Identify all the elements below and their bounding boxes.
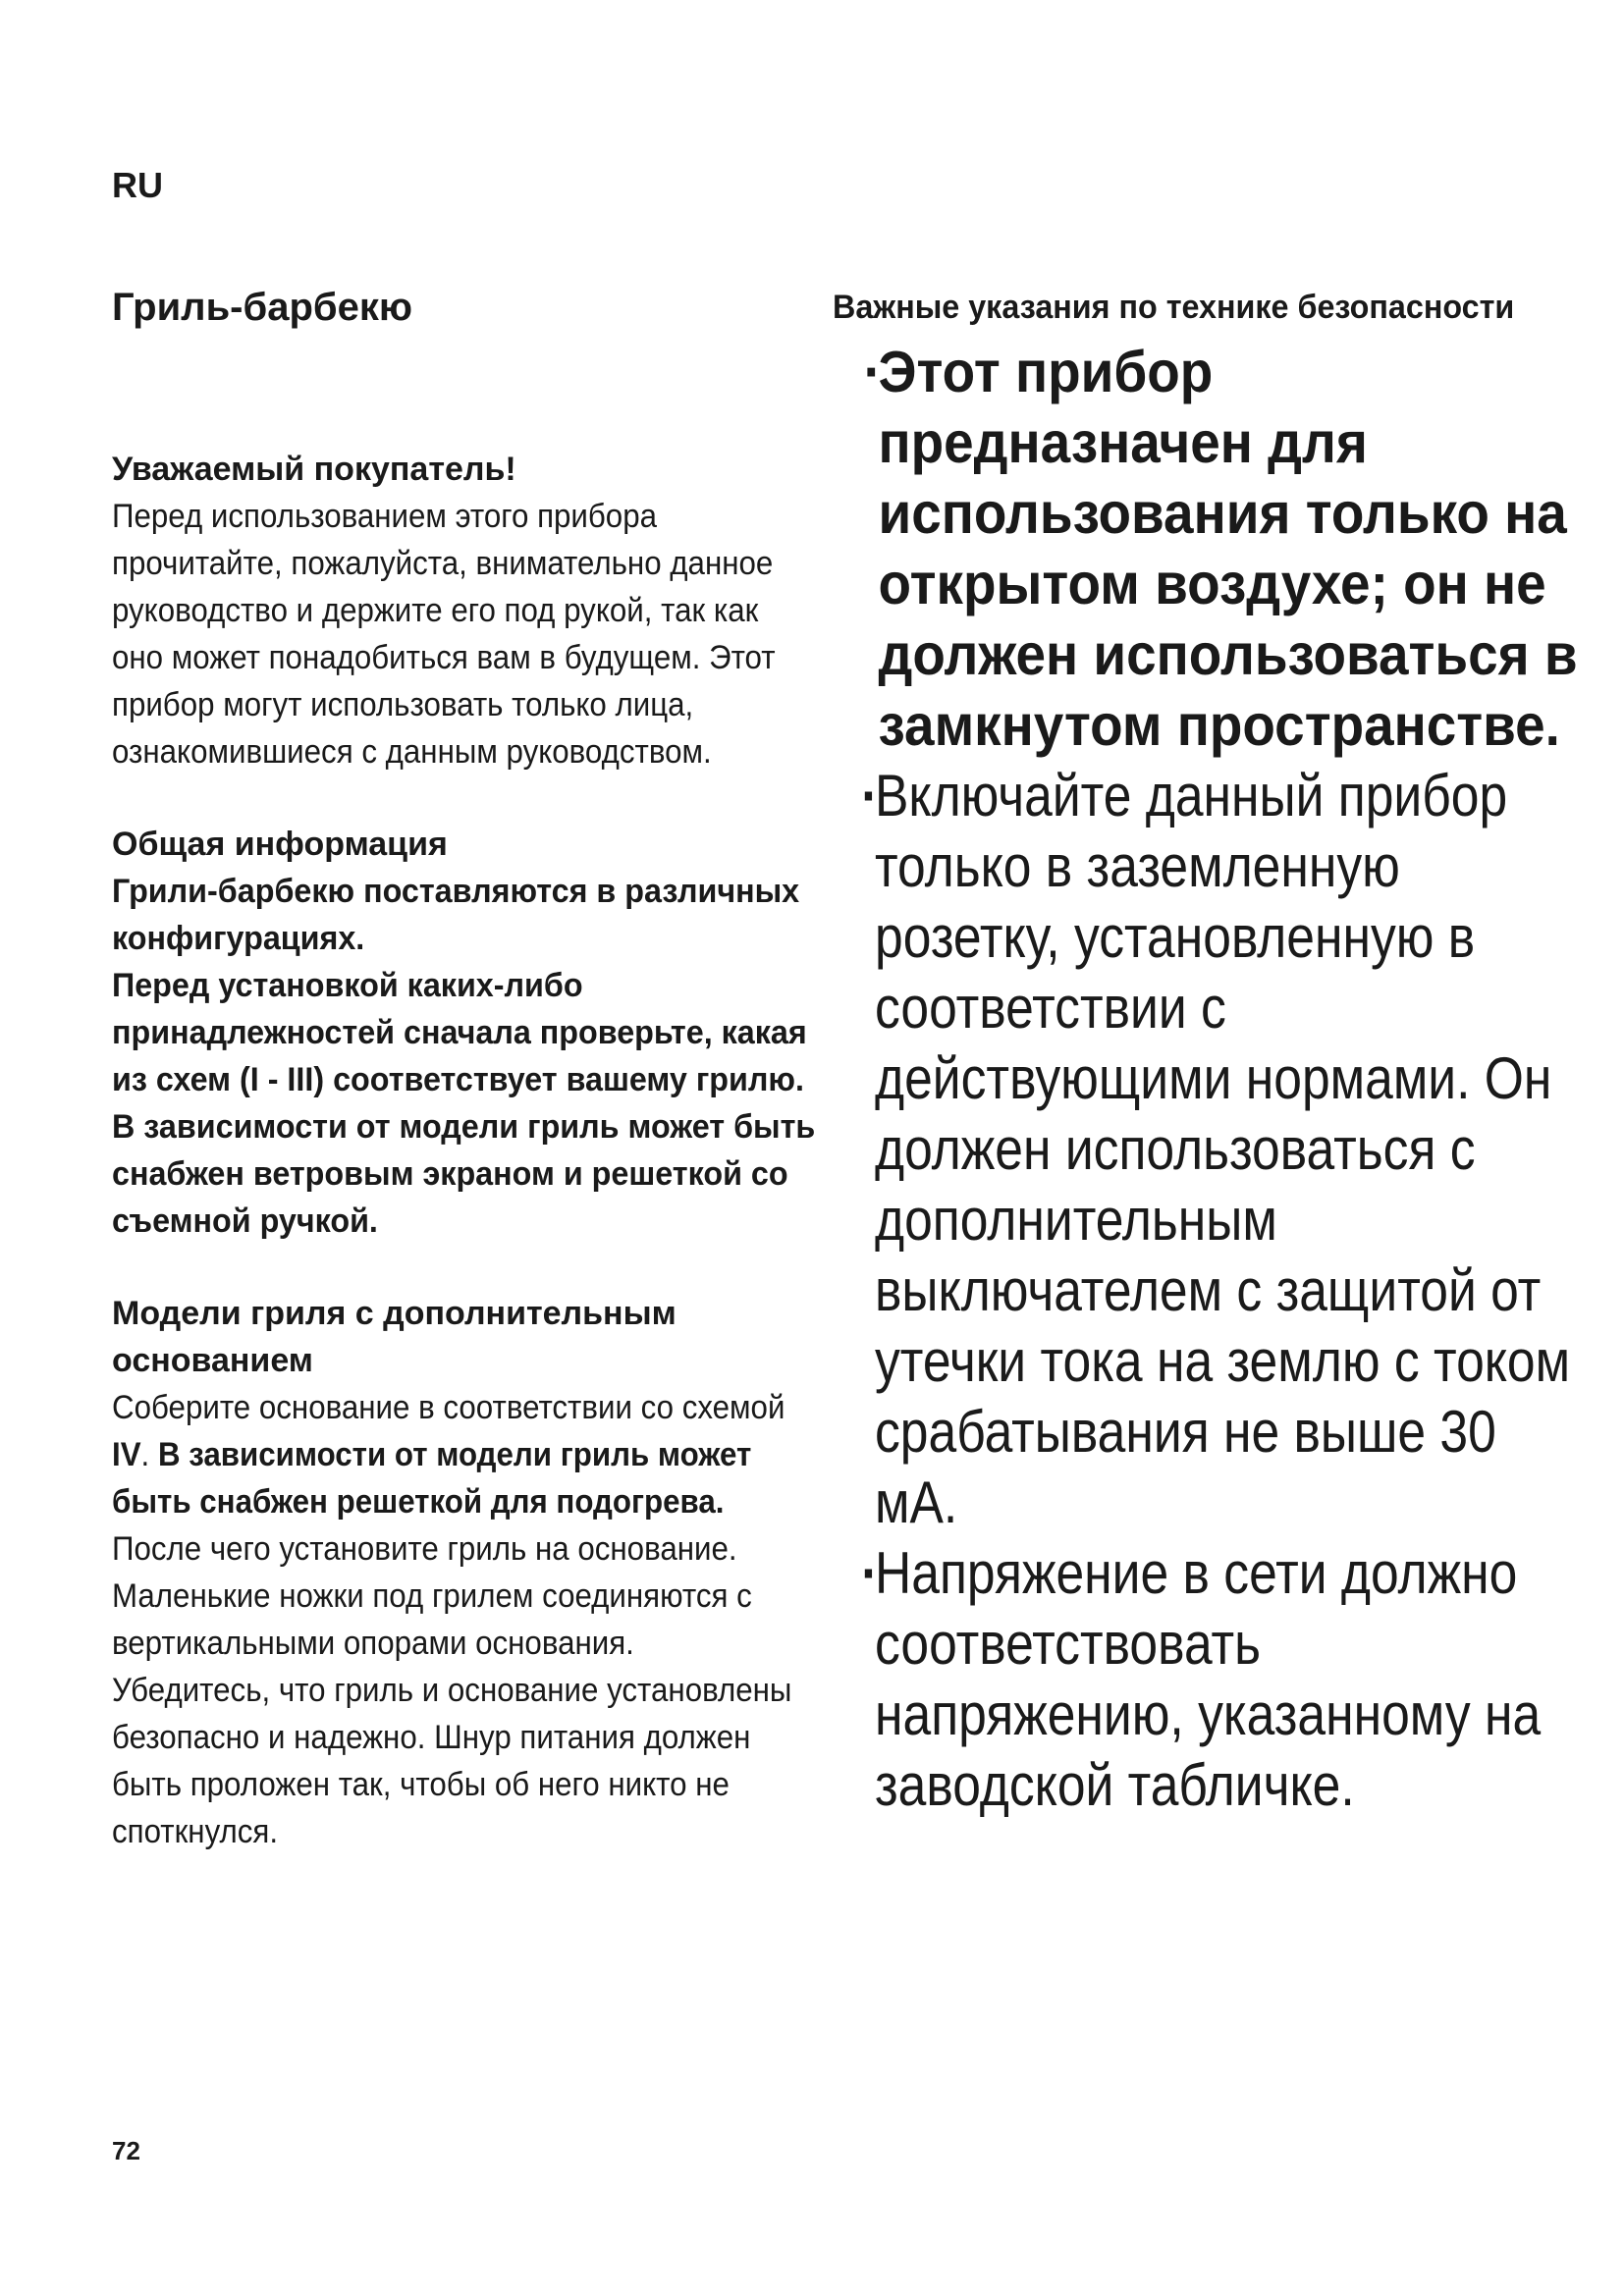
safety-bullet-1-text: Этот прибор предназначен для использования только на открытом воздухе; он не должен использоваться в замкнутом пространстве. — [878, 340, 1578, 758]
bullet-dot: · — [863, 340, 882, 404]
right-column — [833, 285, 1578, 1821]
safety-bullet-3-text: Напряжение в сети должно соответствовать напряжению, указанному на заводской табличке. — [875, 1540, 1542, 1818]
safety-bullet-3 — [833, 1538, 1580, 1821]
models-text-3: Убедитесь, что гриль и основание установлены безопасно и надежно. Шнур питания должен быть проложен так, чтобы об него никто не споткнулся. — [112, 1672, 792, 1850]
spacer — [112, 775, 799, 821]
greeting-title: Уважаемый покупатель! — [112, 451, 516, 488]
page-number: 72 — [112, 2136, 140, 2165]
spacer — [112, 1245, 799, 1290]
models-text-bold: В зависимости от модели гриль может быть снабжен решеткой для подогрева. — [112, 1436, 752, 1521]
safety-bullet-1 — [833, 337, 1582, 761]
models-text-2: После чего установите гриль на основание. Маленькие ножки под грилем соединяются с вертикальными опорами основания. — [112, 1530, 752, 1662]
bullet-dot: · — [861, 1540, 879, 1606]
models-text-1-start: Соберите основание в соответствии со схемой — [112, 1389, 785, 1426]
safety-title: Важные указания по технике безопасности — [833, 289, 1515, 326]
document-title: Гриль-барбекю — [112, 286, 413, 329]
left-column — [112, 285, 816, 1855]
general-info-title: Общая информация — [112, 826, 448, 863]
safety-bullet-2 — [833, 761, 1580, 1538]
safety-bullet-2-text: Включайте данный прибор только в заземленную розетку, установленную в соответствии с действующими нормами. Он должен использоваться с дополнительным выключателем с защитой от утечки тока на землю с током срабатывания не выше 30 мА. — [875, 763, 1571, 1535]
general-info-text-1: Грили-барбекю поставляются в различных конфигурациях. — [112, 873, 800, 957]
general-info-text-3: В зависимости от модели гриль может быть снабжен ветровым экраном и решеткой со съемной ручкой. — [112, 1108, 816, 1240]
models-text-1 — [112, 1384, 795, 1525]
greeting-text: Перед использованием этого прибора прочитайте, пожалуйста, внимательно данное руководство и держите его под рукой, так как оно может понадобиться вам в будущем. Этот прибор могут использовать только лица, ознакомившиеся с данным руководством. — [112, 498, 776, 771]
scheme-number: IV — [112, 1436, 141, 1473]
models-title: Модели гриля с дополнительным основанием — [112, 1295, 677, 1379]
models-text-1-end: . — [140, 1436, 158, 1473]
language-code: RU — [112, 165, 163, 205]
general-info-text-2: Перед установкой каких-либо принадлежностей сначала проверьте, какая из схем (I - III) соответствует вашему грилю. — [112, 967, 807, 1098]
bullet-dot: · — [861, 763, 879, 828]
